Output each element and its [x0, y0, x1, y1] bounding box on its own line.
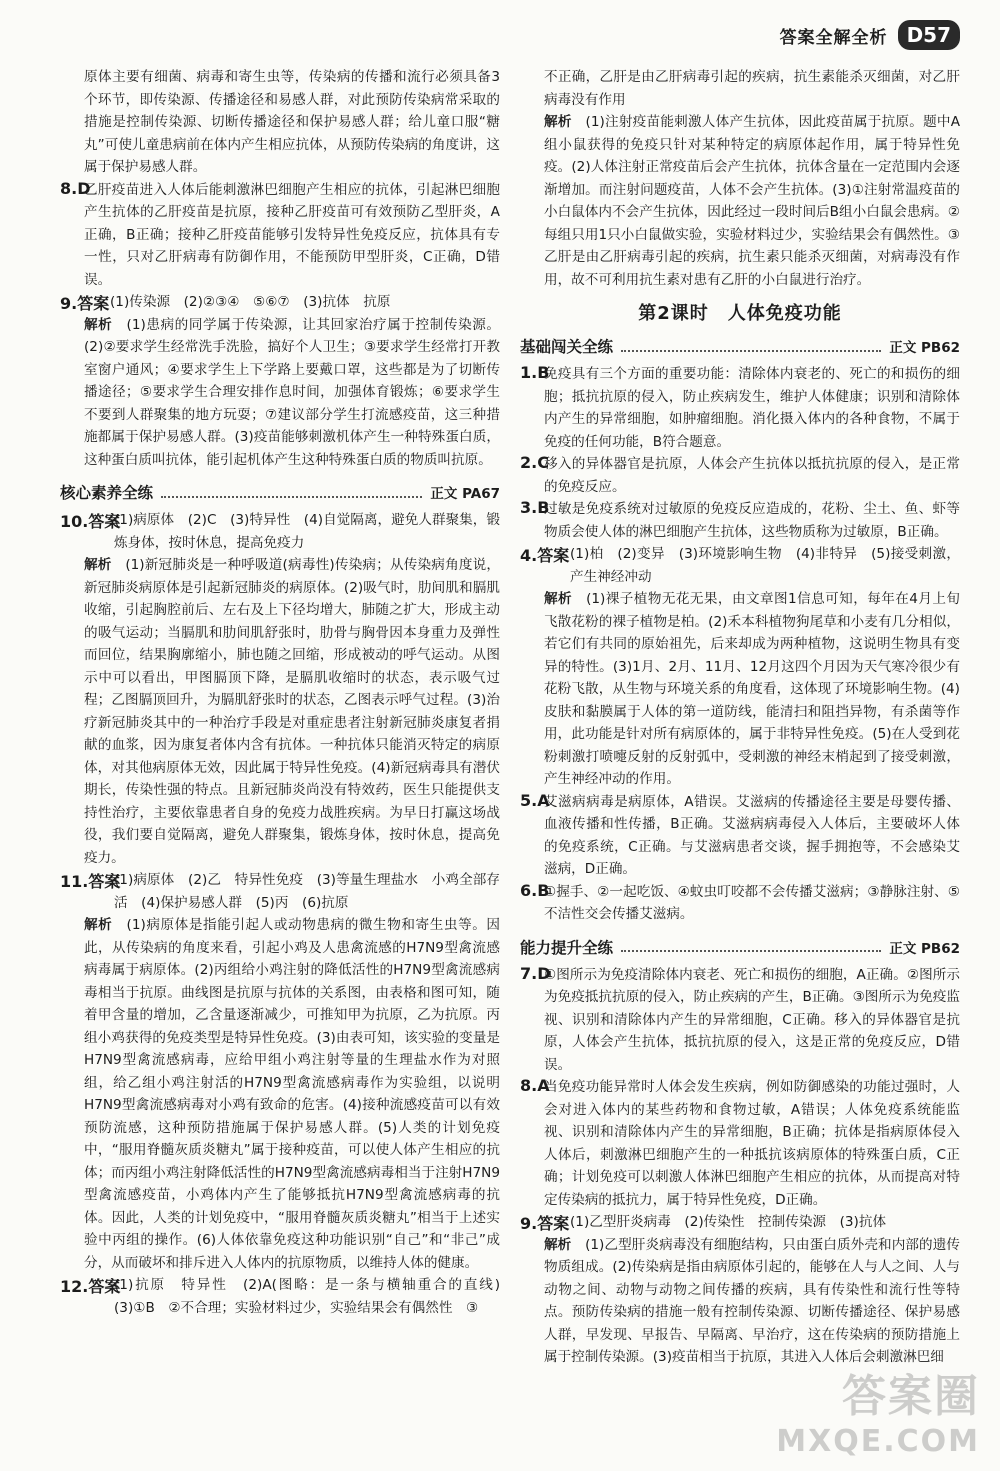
item-text: 乙肝疫苗进入人体后能刺激淋巴细胞产生相应的抗体，引起淋巴细胞产生抗体的乙肝疫苗是抗原，接种乙肝疫苗可有效预防乙型肝炎，A正确，B正确；接种乙肝疫苗能够引发特异性免疫反应，抗体具有专一性，只对乙肝病毒有防御作用，不能预防甲型肝炎，C正确，D错误。 [84, 181, 500, 288]
section-leader-dots [621, 941, 881, 952]
answer-item-3 [520, 498, 960, 543]
watermark-url: MXQE.COM [776, 1424, 980, 1459]
item-number: 10.答案 [60, 512, 121, 531]
answer-item-11 [60, 869, 500, 1274]
item-text: 艾滋病病毒是病原体，A错误。艾滋病的传播途径主要是母婴传播、血液传播和性传播，B正确。艾滋病病毒侵入人体后，主要破坏人体的免疫系统，C正确。与艾滋病患者交谈，握手拥抱等，不会感染艾滋病，D正确。 [544, 793, 960, 877]
analysis-label: 解析 [544, 114, 572, 130]
continued-paragraph: 不正确，乙肝是由乙肝病毒引起的疾病，抗生素能杀灭细菌，对乙肝病毒没有作用 [544, 69, 960, 108]
analysis-label: 解析 [544, 591, 573, 607]
answer-item-9 [60, 291, 500, 471]
item-number: 1.B [520, 363, 550, 382]
item-text: 免疫具有三个方面的重要功能：清除体内衰老的、死亡的和损伤的细胞；抵抗抗原的侵入，防止疾病发生，维护人体健康；识别和清除体内产生的异常细胞，如肿瘤细胞。消化摄入体内的各种食物，不属于免疫的任何功能，B符合题意。 [544, 366, 960, 450]
item-answer: (1)传染源 (2)②③④ ⑤⑥⑦ (3)抗体 抗原 [110, 294, 391, 310]
section-page-ref: 正文 PB62 [889, 940, 960, 957]
item-number: 7.D [520, 963, 551, 983]
section-leader-dots [621, 341, 881, 352]
item-number: 11.答案 [60, 872, 121, 891]
answer-item-5 [520, 791, 960, 881]
answer-item-2 [520, 453, 960, 498]
intro-paragraph: 原体主要有细菌、病毒和寄生虫等，传染病的传播和流行必须具备3个环节，即传染源、传播途径和易感人群，对此预防传染病常采取的措施是控制传染源、切断传播途径和保护易感人群；给儿童口服“糖丸”可使儿童患病前在体内产生相应抗体，从预防传染病的角度讲，这属于保护易感人群。 [84, 69, 500, 175]
site-watermark [776, 1360, 980, 1459]
page-header [780, 20, 960, 50]
answer-item-8b [520, 1076, 960, 1211]
item-number: 4.答案 [520, 546, 570, 565]
section-page-ref: 正文 PB62 [889, 340, 960, 356]
answer-item-7 [520, 964, 960, 1077]
item-answer: (1)乙型肝炎病毒 (2)传染性 控制传染源 (3)抗体 [570, 1214, 887, 1230]
item-answer: (1)柏 (2)变异 (3)环境影响生物 (4)非特异 (5)接受刺激，产生神经冲动 [570, 546, 960, 585]
answer-item-4 [520, 543, 960, 791]
section-page-ref: 正文 PA67 [430, 486, 500, 502]
header-title: 答案全解全析 [779, 27, 888, 48]
section-title: 核心素养全练 [60, 484, 154, 502]
item-number: 9.答案 [520, 1214, 570, 1233]
answer-item-1 [520, 363, 960, 453]
answer-item-6 [520, 881, 960, 926]
item-answer: (1)病原体 (2)乙 特异性免疫 (3)等量生理盐水 小鸡全部存活 (4)保护易感人群 (5)丙 (6)抗原 [114, 872, 500, 911]
item-answer: (1)病原体 (2)C (3)特异性 (4)自觉隔离，避免人群聚集，锻炼身体，按时休息，提高免疫力 [114, 512, 500, 551]
item-answer: (1)抗原 特异性 (2)A(图略：是一条与横轴重合的直线) (3)①B ②不合理；实验材料过少，实验结果会有偶然性 ③ [114, 1277, 514, 1316]
analysis-label: 解析 [84, 917, 113, 933]
analysis-text: (1)乙型肝炎病毒没有细胞结构，只由蛋白质外壳和内部的遗传物质组成。(2)传染病是指由病原体引起的，能够在人与人之间、人与动物之间、动物与动物之间传播的疾病，具有传染性和流行性等特点。预防传染病的措施一般有控制传染源、切断传播途径、保护易感人群，早发现、早报告、早隔离、早治疗，这在传染病的预防措施上属于控制传染源。(3)疫苗相当于抗原，其进入人体后会刺激淋巴细 [544, 1236, 961, 1365]
section-header-basic [520, 335, 960, 357]
item-number: 12.答案 [60, 1277, 121, 1296]
section-title: 基础闯关全练 [520, 338, 614, 356]
analysis-label: 解析 [84, 557, 112, 573]
analysis-text: (1)新冠肺炎是一种呼吸道(病毒性)传染病；从传染病角度说，新冠肺炎病原体是引起新冠肺炎的病原体。(2)吸气时，肋间肌和膈肌收缩，引起胸腔前后、左右及上下径均增大，肺随之扩大，形成主动的吸气运动；当膈肌和肋间肌舒张时，肋骨与胸骨因本身重力及弹性而回位，结果胸廓缩小，肺也随之回缩，形成被动的呼气运动。从图示中可以看出，甲图膈顶下降，是膈肌收缩时的状态，表示吸气过程；乙图膈顶回升，为膈肌舒张时的状态，乙图表示呼气过程。(3)治疗新冠肺炎其中的一种治疗手段是对重症患者注射新冠肺炎康复者捐献的血浆，因为康复者体内含有抗体。一种抗体只能消灭特定的病原体，对其他病原体无效，因此属于特异性免疫。(4)新冠病毒具有潜伏期长，传染性强的特点。且新冠肺炎尚没有特效药，医生只能提供支持性治疗，主要依靠患者自身的免疫力战胜疾病。为早日打赢这场战役，我们要自觉隔离，避免人群聚集，锻炼身体，按时休息，提高免疫力。 [84, 557, 500, 866]
left-column [60, 66, 514, 1319]
item-text: 当免疫功能异常时人体会发生疾病，例如防御感染的功能过强时，人会对进入体内的某些药物和食物过敏，A错误；人体免疫系统能监视、识别和清除体内产生的异常细胞，B正确；抗体是指病原体侵入人体后，刺激淋巴细胞产生的一种抵抗该病原体的特殊蛋白质，C正确；计划免疫可以刺激人体淋巴细胞产生相应的抗体，从而提高对特定传染病的抵抗力，属于特异性免疫，D正确。 [544, 1079, 960, 1208]
section-leader-dots [161, 487, 422, 498]
analysis-text: (1)裸子植物无花无果，由文章图1信息可知，每年在4月上旬飞散花粉的裸子植物是柏。(2)禾本科植物狗尾草和小麦有几分相似，若它们有共同的原始祖先，后来却成为两种植物，这说明生物具有变异的特性。(3)1月、2月、11月、12月这四个月因为天气寒冷很少有花粉飞散，从生物与环境关系的角度看，这体现了环境影响生物。(4)皮肤和黏膜属于人体的第一道防线，能清扫和阻挡异物，有杀菌等作用，此功能是针对所有病原体的，属于非特异性免疫。(5)在人受到花粉刺激打喷嚏反射的反射弧中，受刺激的神经末梢起到了接受刺激，产生神经冲动的作用。 [544, 591, 961, 787]
answer-item-12 [60, 1274, 514, 1319]
item-number: 9.答案 [60, 294, 110, 313]
item-number: 3.B [520, 498, 550, 517]
item-text: 移入的异体器官是抗原，人体会产生抗体以抵抗抗原的侵入，是正常的免疫反应。 [544, 456, 960, 495]
item-number: 8.D [60, 178, 91, 198]
analysis-label: 解析 [84, 316, 113, 333]
item-text: 过敏是免疫系统对过敏原的免疫反应造成的，花粉、尘土、鱼、虾等物质会使人体的淋巴细胞产生抗体，这些物质称为过敏原，B正确。 [544, 501, 960, 540]
section-header-ability [520, 936, 960, 958]
watermark-logo-text: 答案圈 [842, 1371, 980, 1422]
item-number: 6.B [520, 880, 550, 900]
analysis-text: (1)病原体是指能引起人或动物患病的微生物和寄生虫等。因此，从传染病的角度来看，引起小鸡及人患禽流感的H7N9型禽流感病毒属于病原体。(2)丙组给小鸡注射的降低活性的H7N9型禽流感病毒相当于抗原。曲线图是抗原与抗体的关系图，由表格和图可知，随着甲含量的增加，乙含量逐渐减少，可推知甲为抗原，乙为抗原。丙组小鸡获得的免疫类型是特异性免疫。(3)由表可知，该实验的变量是H7N9型禽流感病毒，应给甲组小鸡注射等量的生理盐水作为对照组，给乙组小鸡注射活的H7N9型禽流感病毒作为实验组，以说明H7N9型禽流感病毒对小鸡有致命的危害。(4)接种流感疫苗可以有效预防流感，这种预防措施属于保护易感人群。(5)人类的计划免疫中，“服用脊髓灰质炎糖丸”属于接种疫苗，可以使人体产生相应的抗体；而丙组小鸡注射降低活性的H7N9型禽流感病毒相当于注射H7N9型禽流感疫苗，小鸡体内产生了能够抵抗H7N9型禽流感病毒的抗体。因此，人类的计划免疫中，“服用脊髓灰质炎糖丸”相当于上述实验中丙组的操作。(6)人体依靠免疫这种功能识别“自己”和“非己”成分，从而破坏和排斥进入人体内的抗原物质，以维持人体的健康。 [84, 917, 500, 1271]
analysis-text: (1)患病的同学属于传染源，让其回家治疗属于控制传染源。(2)②要求学生经常洗手洗脸，搞好个人卫生；③要求学生经常打开教室窗户通风；④要求学生上下学路上要戴口罩，这些都是为了切断传播途径；⑤要求学生合理安排作息时间，加强体育锻炼；⑥要求学生不要到人群聚集的地方玩耍；⑦建议部分学生打流感疫苗，这三种措施都属于保护易感人群。(3)疫苗能够刺激机体产生一种特殊蛋白质，这种蛋白质叫抗体，能引起机体产生这种特殊蛋白质的物质叫抗原。 [84, 316, 500, 468]
page-number-badge: D57 [898, 20, 960, 50]
item-text: ①图所示为免疫清除体内衰老、死亡和损伤的细胞，A正确。②图所示为免疫抵抗抗原的侵入，防止疾病的产生，B正确。③图所示为免疫监视、识别和清除体内产生的异常细胞，C正确。移入的异体器官是抗原，人体会产生抗体，抵抗抗原的侵入，这是正常的免疫反应，D错误。 [544, 966, 960, 1073]
section-header-core [60, 481, 500, 503]
section-title: 能力提升全练 [520, 938, 614, 957]
right-column [520, 66, 960, 1369]
answer-item-8 [60, 179, 500, 292]
item-number: 8.A [520, 1076, 550, 1095]
analysis-text: (1)注射疫苗能刺激人体产生抗体，因此疫苗属于抗原。题中A组小鼠获得的免疫只针对某种特定的病原体起作用，属于特异性免疫。(2)人体注射正常疫苗后会产生抗体，抗体含量在一定范围内会逐渐增加。而注射问题疫苗，人体不会产生抗体。(3)①注射常温疫苗的小白鼠体内不会产生抗体，因此经过一段时间后B组小白鼠会患病。②每组只用1只小白鼠做实验，实验材料过少，实验结果会有偶然性。③乙肝是由乙肝病毒引起的疾病，抗生素只能杀灭细菌，对病毒没有作用，故不可利用抗生素对患有乙肝的小白鼠进行治疗。 [544, 114, 961, 288]
analysis-label: 解析 [544, 1236, 572, 1253]
item-number: 5.A [520, 790, 550, 810]
answer-item-9b [520, 1211, 960, 1369]
answer-item-10 [60, 509, 500, 869]
item-number: 2.C [520, 453, 549, 472]
item-text: ①握手、②一起吃饭、④蚊虫叮咬都不会传播艾滋病；③静脉注射、⑤不洁性交会传播艾滋病。 [544, 883, 960, 922]
lesson-title: 第2课时 人体免疫功能 [638, 303, 842, 324]
